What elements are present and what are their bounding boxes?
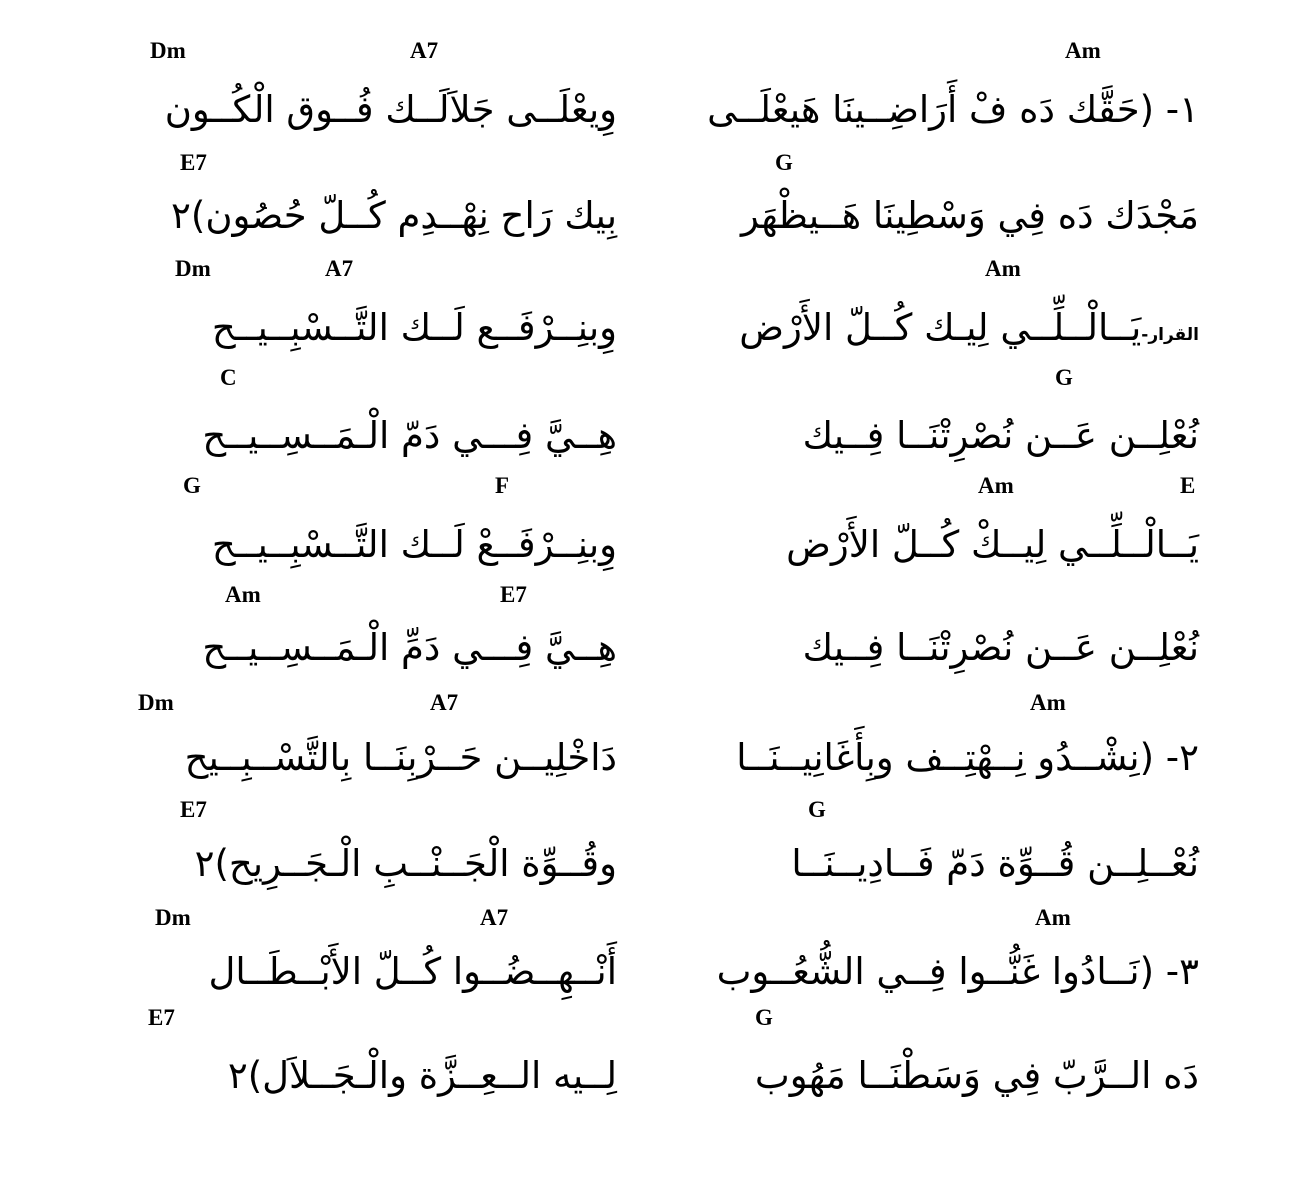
lyric-line-right: ٣- (نَــادُوا غَنُّــوا فِــي الشُّعُــوب xyxy=(716,950,1199,993)
chord: Dm xyxy=(150,38,186,63)
lyric-line-right: ١- (حَقَّك دَه فْ أَرَاضِــينَا هَيعْلَــى xyxy=(707,88,1199,131)
chord: C xyxy=(220,365,237,390)
chorus-tag: القرار- xyxy=(1141,325,1199,345)
chord: G xyxy=(1055,365,1073,390)
chord: A7 xyxy=(410,38,439,63)
chord: Am xyxy=(225,582,261,607)
lyric-text: يَــالْــلِّــي لِيـك كُــلّ الأَرْض xyxy=(739,306,1142,349)
lyric-line-left: دَاخْلِيــن حَــرْبِنَــا بِالتَّسْــبِــيح xyxy=(184,736,617,779)
lyric-line-left: وِبنِــرْفَــعْ لَــك التَّــسْبِــيــح xyxy=(211,523,617,566)
chord: Am xyxy=(1030,690,1066,715)
lyric-line-right: مَجْدَك دَه فِي وَسْطِينَا هَــيظْهَر xyxy=(740,194,1199,237)
lyric-line-left: لِــيه الــعِــزَّة والْـجَــلاَل)٢ xyxy=(227,1054,617,1097)
chord: E7 xyxy=(500,582,527,607)
lyric-line-right: يَــالْــلِّــي لِيــكْ كُــلّ الأَرْض xyxy=(786,523,1199,566)
chord: G xyxy=(808,797,826,822)
chord: Am xyxy=(1035,905,1071,930)
lyric-line-left: وقُــوِّة الْجَــنْــبِ الْـجَــرِيح)٢ xyxy=(194,842,617,885)
chord: Am xyxy=(1065,38,1101,63)
chord: E xyxy=(1180,473,1196,498)
chord: A7 xyxy=(430,690,459,715)
chord: F xyxy=(495,473,510,498)
chord: Dm xyxy=(138,690,174,715)
lyric-line-right: نُعْــلِــن قُــوِّة دَمّ فَــادِيــنَــا xyxy=(791,842,1199,885)
lyric-line-right: دَه الــرَّبّ فِي وَسَطْنَــا مَهُوب xyxy=(754,1054,1199,1097)
lyric-line-left: وِبنِــرْفَــع لَــك التَّــسْبِــيــح xyxy=(211,306,617,349)
chord: Am xyxy=(985,256,1021,281)
chord: Dm xyxy=(175,256,211,281)
lyric-line-left: هِــيَّ فِـــي دَمّ الْـمَــسِــيــح xyxy=(202,414,617,457)
chord: A7 xyxy=(325,256,354,281)
chord: G xyxy=(755,1005,773,1030)
lyric-line-right: ٢- (نِشْــدُو نِــهْتِــف وبِأَغَانِيــنَــا xyxy=(736,736,1199,779)
lyric-line-right: نُعْلِــن عَــن نُصْرِتْنَــا فِــيك xyxy=(802,626,1199,669)
chord: A7 xyxy=(480,905,509,930)
chord: E7 xyxy=(148,1005,175,1030)
chord: Dm xyxy=(155,905,191,930)
lyric-line-left: هِــيَّ فِـــي دَمِّ الْـمَــسِــيــح xyxy=(202,626,617,669)
lyric-line-left: بِيك رَاح نِهْــدِم كُــلّ حُصُون)٢ xyxy=(171,194,617,237)
chord: E7 xyxy=(180,150,207,175)
chord: G xyxy=(775,150,793,175)
lyric-line-left: وِيعْلَــى جَلاَلَــك فُــوق الْكُــون xyxy=(164,88,617,131)
lyric-line-right: نُعْلِــن عَــن نُصْرِتْنَــا فِــيك xyxy=(802,414,1199,457)
chord: E7 xyxy=(180,797,207,822)
chord: G xyxy=(183,473,201,498)
lyric-line-right xyxy=(739,300,1199,363)
chord: Am xyxy=(978,473,1014,498)
lyric-line-left: أَنْــهِــضُــوا كُــلّ الأَبْــطَــال xyxy=(208,950,617,993)
